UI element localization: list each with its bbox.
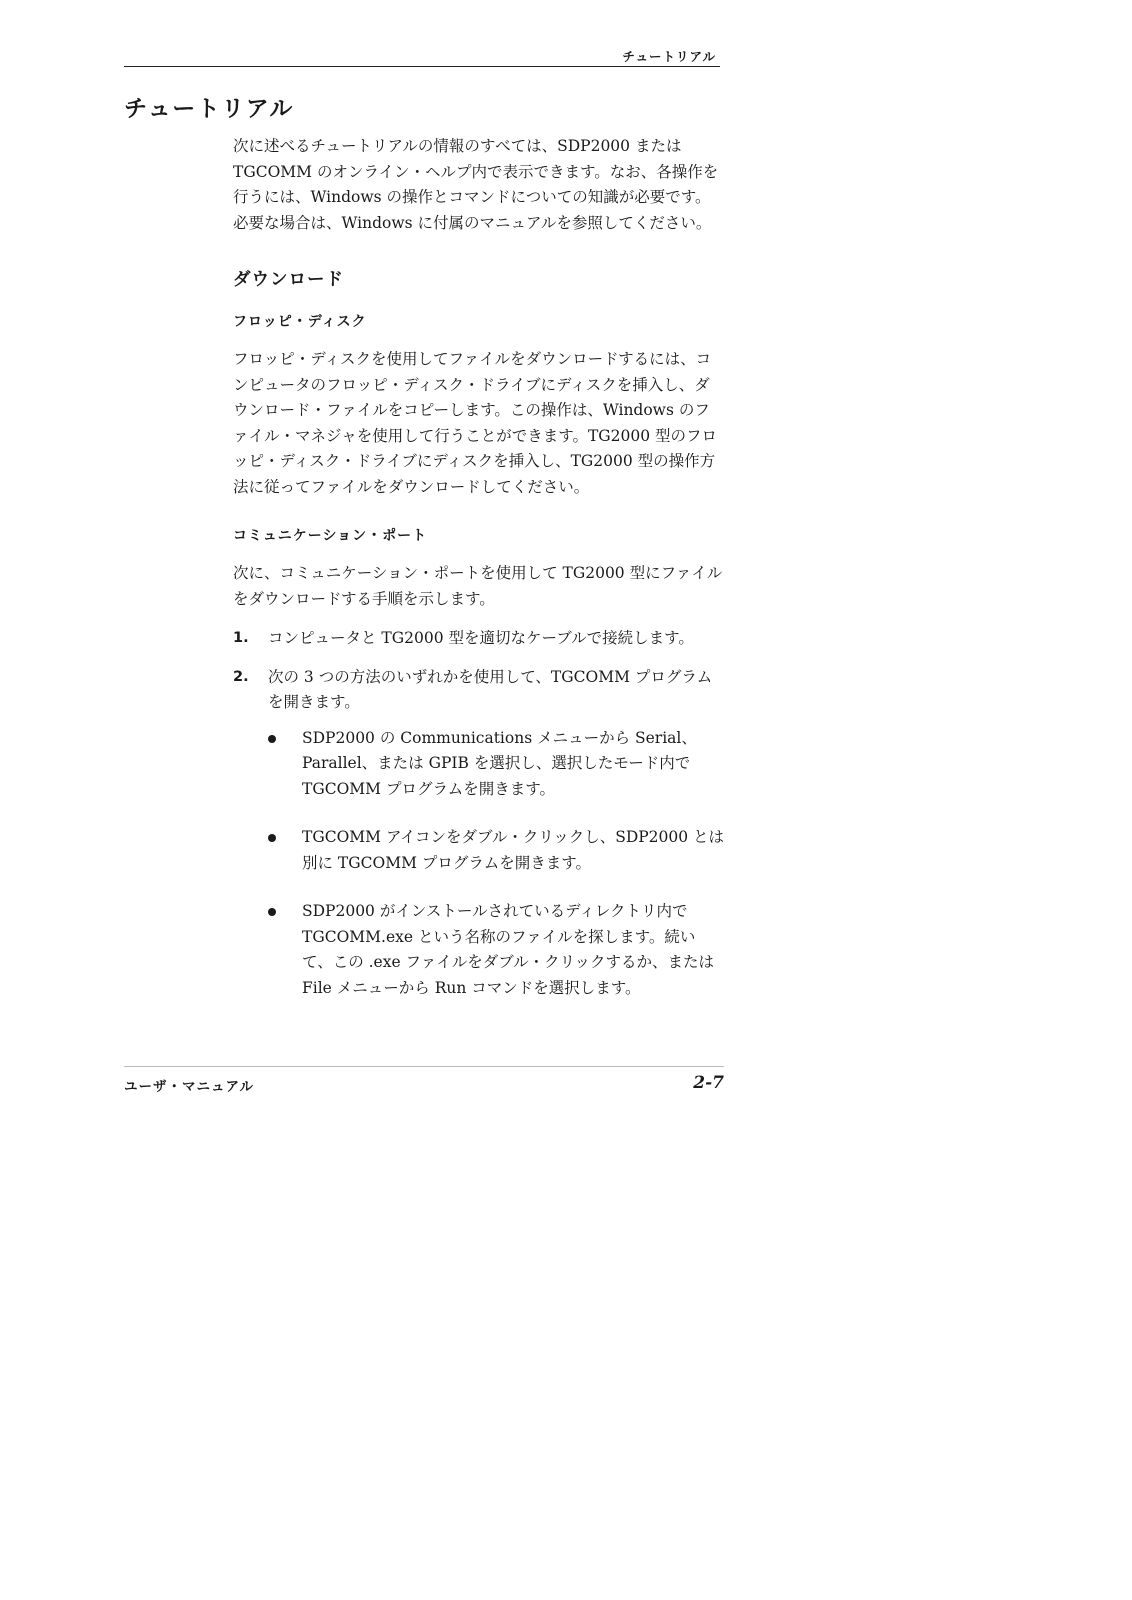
step-number: 1. <box>233 630 249 646</box>
step-item <box>233 665 725 1002</box>
method-list <box>268 726 725 1002</box>
intro-paragraph: 次に述べるチュートリアルの情報のすべては、SDP2000 または TGCOMM のオンライン・ヘルプ内で表示できます。なお、各操作を行うには、Windows の操作とコマンドについての知識が必要です。必要な場合は、Windows に付属のマニュアルを参照してください。 <box>233 137 719 232</box>
step-list <box>233 626 725 1001</box>
footer-manual-title: ユーザ・マニュアル <box>124 1079 254 1095</box>
step-text: コンピュータと TG2000 型を適切なケーブルで接続します。 <box>268 629 694 647</box>
method-item <box>268 899 725 1001</box>
page-number: 2-7 <box>693 1073 724 1093</box>
bullet-icon <box>268 834 276 842</box>
section-title: チュートリアル <box>124 96 294 122</box>
main-content <box>233 134 725 1024</box>
bullet-icon <box>268 908 276 916</box>
step-text: 次の 3 つの方法のいずれかを使用して、TGCOMM プログラムを開きます。 <box>268 667 713 711</box>
method-item <box>268 726 725 803</box>
method-text: SDP2000 の Communications メニューから Serial、Parallel、または GPIB を選択し、選択したモード内で TGCOMM プログラムを開きます。 <box>302 728 697 798</box>
floppy-heading: フロッピ・ディスク <box>233 314 367 330</box>
method-text: TGCOMM アイコンをダブル・クリックし、SDP2000 とは別に TGCOMM プログラムを開きます。 <box>302 828 725 872</box>
method-text: SDP2000 がインストールされているディレクトリ内で TGCOMM.exe という名称のファイルを探します。続いて、この .exe ファイルをダブル・クリックするか、または File メニューから Run コマンドを選択します。 <box>302 902 715 997</box>
page-footer <box>124 1066 724 1099</box>
running-header-title: チュートリアル <box>622 49 716 64</box>
comm-port-heading: コミュニケーション・ポート <box>233 528 428 544</box>
comm-port-paragraph: 次に、コミュニケーション・ポートを使用して TG2000 型にファイルをダウンロードする手順を示します。 <box>233 564 723 608</box>
download-heading: ダウンロード <box>233 270 344 290</box>
bullet-icon <box>268 735 276 743</box>
step-number: 2. <box>233 668 249 685</box>
running-header <box>124 46 720 67</box>
floppy-paragraph: フロッピ・ディスクを使用してファイルをダウンロードするには、コンピュータのフロッピ・ディスク・ドライブにディスクを挿入し、ダウンロード・ファイルをコピーします。この操作は、Windows のファイル・マネジャを使用して行うことができます。TG2000 型のフロッピ・ディスク・ドライブにディスクを挿入し、TG2000 型の操作方法に従ってファイルをダウンロードしてください。 <box>233 350 718 496</box>
step-item <box>233 626 725 652</box>
method-item <box>268 825 725 876</box>
